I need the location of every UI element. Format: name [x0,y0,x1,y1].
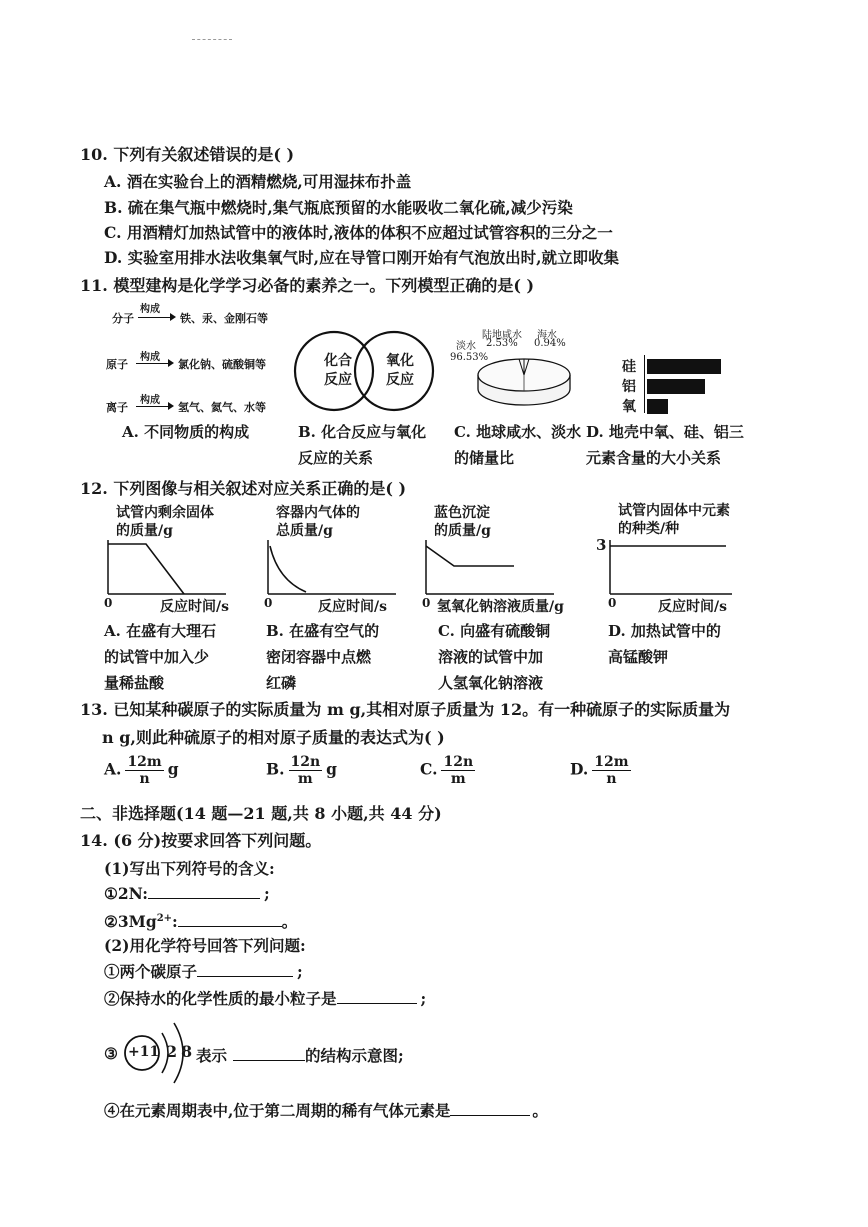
pie-label-seawater: 海水 [537,330,557,341]
graph-c-plot [424,540,554,596]
model-a-row-arrow-label: 构成 [140,395,160,406]
venn-left-label-2: 反应 [324,372,352,388]
graph-a-caption-2: 的试管中加入少 [104,648,210,666]
graph-b-ylabel [276,504,360,540]
graph-b-ylabel-2: 总质量/g [276,523,333,539]
model-a-row-arrow-label: 构成 [140,304,160,315]
model-a-caption: A. 不同物质的构成 [122,423,250,441]
question-10-stem: 10. 下列有关叙述错误的是( ) [80,145,295,164]
option-letter: B. [266,759,285,779]
question-13-option-d [570,754,635,787]
model-c-caption [454,419,581,471]
question-14-part-2a [104,960,303,982]
graph-a-origin: 0 [104,596,113,610]
answer-blank-2b[interactable] [337,989,417,1004]
graph-d-ylabel-2: 的种类/种 [618,521,680,537]
question-13-option-a [104,754,179,787]
model-a-row-right: 铁、汞、金刚石等 [180,312,268,325]
question-14-stem: 14. (6 分)按要求回答下列问题。 [80,831,322,850]
graph-a-caption-3: 量稀盐酸 [104,674,165,692]
arrow-head-icon [170,313,176,321]
punct: : [172,912,178,931]
model-a-row-right: 氢气、氦气、水等 [178,401,266,414]
question-14-part-1b [104,910,297,932]
pie-value-fresh-water: 96.53% [450,352,489,363]
part-1a-label: ①2N: [104,884,149,903]
model-c-caption-1: C. 地球咸水、淡水 [454,423,582,441]
graph-d-caption-1: D. 加热试管中的 [608,622,721,640]
part-2a-label: ①两个碳原子 [104,962,198,981]
numerator: 12m [127,754,162,770]
venn-left-label-1: 化合 [324,353,352,369]
question-12-stem: 12. 下列图像与相关叙述对应关系正确的是( ) [80,479,407,498]
answer-blank-2a[interactable] [197,962,293,977]
graph-b-xlabel: 反应时间/s [318,599,387,615]
denominator: n [606,771,617,787]
graph-b-caption [266,618,379,696]
pie-label-land-saltwater: 陆地咸水 [482,330,522,341]
question-11-stem: 11. 模型建构是化学学习必备的素养之一。下列模型正确的是( ) [80,276,535,295]
punct: 。 [532,1101,548,1120]
graph-d-origin: 0 [608,596,617,610]
venn-right-label [380,352,420,390]
unit: g [167,759,179,779]
question-13-option-b [266,754,337,787]
fraction [592,754,630,787]
fraction [125,754,163,787]
graph-c-caption-2: 溶液的试管中加 [438,648,544,666]
numerator: 12m [594,754,629,770]
bar-axis [644,355,645,413]
graph-a-ylabel-2: 的质量/g [116,523,173,539]
part-2c-label: 表示 [196,1046,228,1065]
denominator: m [297,771,313,787]
question-10-option-d: D. 实验室用排水法收集氧气时,应在导管口刚开始有气泡放出时,就立即收集 [104,248,619,267]
graph-c-caption-3: 人氢氧化钠溶液 [438,674,544,692]
graph-c-caption [438,618,550,696]
question-14-part-2d [104,1099,548,1121]
graph-b-caption-3: 红磷 [266,674,297,692]
bar-silicon [647,359,721,374]
bar-aluminum [647,379,705,394]
bar-oxygen [647,399,668,414]
arrow-head-icon [168,359,174,367]
graph-a-ylabel [116,504,214,540]
answer-blank-2c[interactable] [233,1046,305,1061]
denominator: n [139,771,150,787]
fraction [441,754,475,787]
graph-b-origin: 0 [264,596,273,610]
question-13-option-c [420,754,479,787]
bar-label-silicon: 硅 [622,359,636,375]
venn-left-label [318,352,358,390]
answer-blank-1b[interactable] [178,912,282,927]
graph-d-caption [608,618,721,670]
part-1b-label: ②3Mg [104,912,157,931]
numerator: 12n [290,754,321,770]
punct: ; [297,962,303,981]
model-b-caption-1: B. 化合反应与氧化 [298,423,427,441]
part-2c-suffix: 的结构示意图; [305,1046,404,1065]
model-a-row-left: 分子 [112,312,134,325]
question-14-part-2c [196,1044,404,1066]
graph-c-ylabel-2: 的质量/g [434,523,491,539]
atom-shell-2: 8 [181,1042,193,1061]
pie-value-land-saltwater: 2.53% [486,338,518,349]
graph-d-caption-2: 高锰酸钾 [608,648,669,666]
question-14-part-2b [104,987,426,1009]
graph-d-ylabel-1: 试管内固体中元素 [618,503,730,519]
pie-label-fresh-water: 淡水 [456,341,476,352]
graph-b-plot [266,540,396,596]
model-d-caption [586,419,744,471]
graph-b-caption-1: B. 在盛有空气的 [266,622,380,640]
page-top-mark [192,39,232,42]
graph-c-caption-1: C. 向盛有硫酸铜 [438,622,551,640]
bar-label-aluminum: 铝 [622,379,636,395]
graph-d-plot [608,540,732,596]
graph-a-caption-1: A. 在盛有大理石 [104,622,217,640]
part-2d-label: ④在元素周期表中,位于第二周期的稀有气体元素是 [104,1101,451,1120]
part-2b-label: ②保持水的化学性质的最小粒子是 [104,989,337,1008]
graph-c-origin: 0 [422,596,431,610]
graph-c-ylabel [434,504,491,540]
atom-nucleus-charge: +11 [128,1044,160,1060]
punct: 。 [281,912,298,931]
question-10-option-c: C. 用酒精灯加热试管中的液体时,液体的体积不应超过试管容积的三分之一 [104,223,613,242]
venn-right-label-1: 氧化 [386,353,414,369]
question-13-line-2: n g,则此种硫原子的相对原子质量的表达式为( ) [102,728,445,747]
model-b-caption-2: 反应的关系 [298,449,374,467]
model-a-row-right: 氯化钠、硫酸铜等 [178,358,266,371]
graph-d-ylabel [618,502,730,538]
question-14-part-1: (1)写出下列符号的含义: [104,859,275,878]
arrow-head-icon [168,402,174,410]
model-c-caption-2: 的储量比 [454,449,515,467]
question-10-option-b: B. 硫在集气瓶中燃烧时,集气瓶底预留的水能吸收二氧化硫,减少污染 [104,198,573,217]
pie-chart [474,345,574,413]
model-a-row-left: 离子 [106,401,128,414]
graph-a-xlabel: 反应时间/s [160,599,229,615]
unit: g [326,759,338,779]
question-13-line-1: 13. 已知某种碳原子的实际质量为 m g,其相对原子质量为 12。有一种硫原子的实际质量为 [80,700,731,719]
model-d-caption-1: D. 地壳中氧、硅、铝三 [586,423,744,441]
numerator: 12n [443,754,474,770]
section-2-heading: 二、非选择题(14 题—21 题,共 8 小题,共 44 分) [80,804,442,823]
model-d-caption-2: 元素含量的大小关系 [586,449,722,467]
question-14-part-2c-prefix: ③ [104,1044,118,1063]
question-14-part-1a [104,884,270,903]
graph-a-ylabel-1: 试管内剩余固体 [116,505,214,521]
graph-c-ylabel-1: 蓝色沉淀 [434,505,490,521]
graph-b-ylabel-1: 容器内气体的 [276,505,360,521]
arrow-icon [138,317,174,318]
superscript-charge: 2+ [156,912,173,924]
venn-right-label-2: 反应 [386,372,414,388]
graph-c-xlabel: 氢氧化钠溶液质量/g [437,599,564,615]
denominator: m [450,771,466,787]
model-b-caption [298,419,426,471]
option-letter: A. [104,759,122,779]
model-a-row-arrow-label: 构成 [140,352,160,363]
punct: ; [264,884,270,903]
atom-shell-1: 2 [166,1042,178,1061]
bar-label-oxygen: 氧 [622,399,636,415]
graph-b-caption-2: 密闭容器中点燃 [266,648,372,666]
option-letter: C. [420,759,438,779]
answer-blank-1a[interactable] [148,884,260,899]
punct: ; [420,989,427,1008]
arrow-icon [136,363,172,364]
answer-blank-2d[interactable] [450,1101,530,1116]
graph-a-caption [104,618,216,696]
fraction [289,754,323,787]
graph-d-tick: 3 [596,536,607,554]
graph-a-plot [106,540,226,596]
question-14-part-2: (2)用化学符号回答下列问题: [104,936,306,955]
option-letter: D. [570,759,589,779]
arrow-icon [136,406,172,407]
graph-d-xlabel: 反应时间/s [658,599,727,615]
question-10-option-a: A. 酒在实验台上的酒精燃烧,可用湿抹布扑盖 [104,172,412,191]
model-a-row-left: 原子 [106,358,128,371]
pie-value-seawater: 0.94% [534,338,566,349]
